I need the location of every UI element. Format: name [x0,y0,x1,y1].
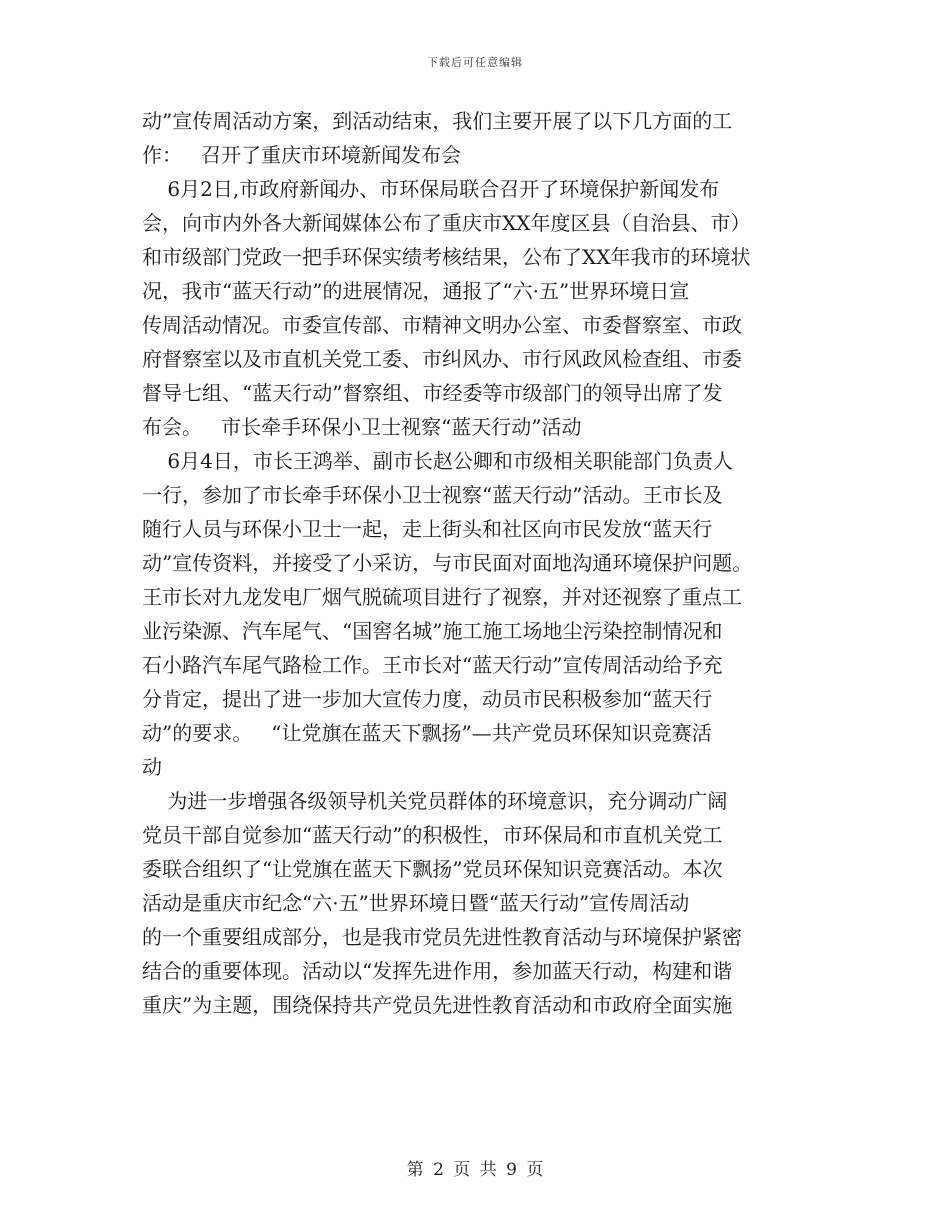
body-line: 府督察室以及市直机关党工委、市纠风办、市行风政风检查组、市委 [142,347,742,371]
body-line: 为进一步增强各级领导机关党员群体的环境意识，充分调动广阔 [142,789,728,813]
body-line: 布会。 市长牵手环保小卫士视察“蓝天行动”活动 [142,415,582,439]
body-line: 传周活动情况。市委宣传部、市精神文明办公室、市委督察室、市政 [142,313,742,337]
body-line: 重庆”为主题，围绕保持共产党员先进性教育活动和市政府全面实施 [142,993,733,1017]
body-line: 结合的重要体现。活动以“发挥先进作用，参加蓝天行动，构建和谐 [142,959,733,983]
body-line: 党员干部自觉参加“蓝天行动”的积极性，市环保局和市直机关党工 [142,823,723,847]
body-line: 的一个重要组成部分，也是我市党员先进性教育活动与环境保护紧密 [142,925,742,949]
body-line: 动”宣传周活动方案，到活动结束，我们主要开展了以下几方面的工 [142,109,733,133]
body-line: 石小路汽车尾气路检工作。王市长对“蓝天行动”宣传周活动给予充 [142,653,723,677]
body-line: 作： 召开了重庆市环境新闻发布会 [142,143,462,167]
document-body [142,104,808,1022]
body-line: 委联合组织了“让党旗在蓝天下飘扬”党员环保知识竞赛活动。本次 [142,857,723,881]
body-line: 王市长对九龙发电厂烟气脱硫项目进行了视察，并对还视察了重点工 [142,585,742,609]
body-line: 随行人员与环保小卫士一起，走上街头和社区向市民发放“蓝天行 [142,517,713,541]
page-number: 第 2 页 共 9 页 [406,1160,544,1180]
body-line: 动”宣传资料，并接受了小采访，与市民面对面地沟通环境保护问题。 [142,551,753,575]
body-line: 6月4日，市长王鸿举、副市长赵公卿和市级相关职能部门负责人 [142,449,733,473]
page-header-note: 下载后可任意编辑 [427,56,523,69]
body-line: 和市级部门党政一把手环保实绩考核结果，公布了XX年我市的环境状 [142,245,751,269]
body-line: 活动是重庆市纪念“六·五”世界环境日暨“蓝天行动”宣传周活动 [142,891,690,915]
body-line: 分肯定，提出了进一步加大宣传力度，动员市民积极参加“蓝天行 [142,687,713,711]
body-line: 业污染源、汽车尾气、“国窖名城”施工施工场地尘污染控制情况和 [142,619,723,643]
body-line: 会，向市内外各大新闻媒体公布了重庆市XX年度区县（自治县、市） [142,211,751,235]
body-line: 督导七组、“蓝天行动”督察组、市经委等市级部门的领导出席了发 [142,381,723,405]
body-line: 动 [142,755,162,779]
body-line: 况，我市“蓝天行动”的进展情况，通报了“六·五”世界环境日宣 [142,279,690,303]
body-line: 6月2日,市政府新闻办、市环保局联合召开了环境保护新闻发布 [142,177,720,201]
body-line: 一行，参加了市长牵手环保小卫士视察“蓝天行动”活动。王市长及 [142,483,723,507]
body-line: 动”的要求。 “让党旗在蓝天下飘扬”—共产党员环保知识竞赛活 [142,721,712,745]
